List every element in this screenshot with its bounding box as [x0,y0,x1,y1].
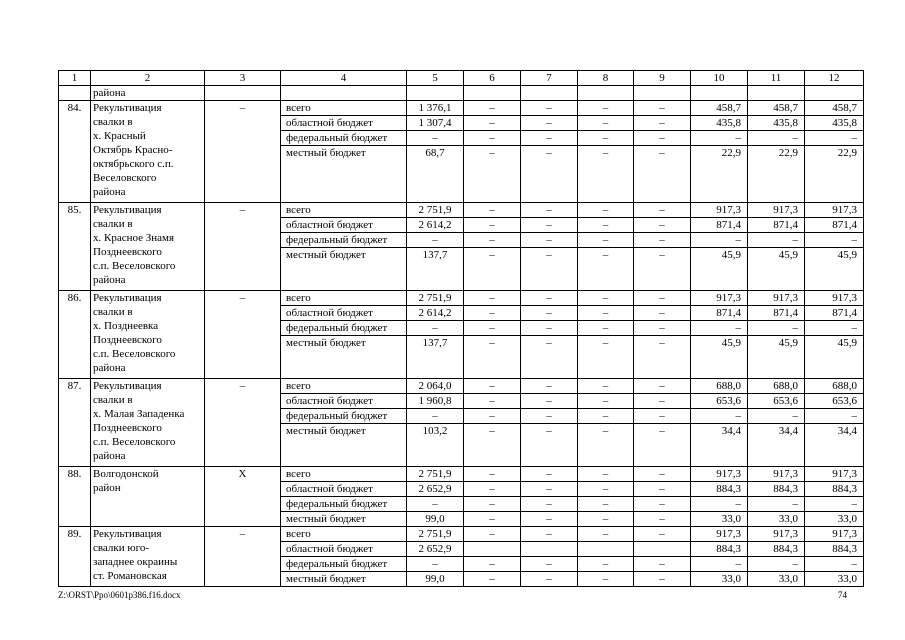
value-cell: – [634,306,691,321]
value-cell: 22,9 [805,146,864,203]
value-cell: 2 614,2 [407,306,464,321]
budget-source-label: федеральный бюджет [281,557,407,572]
col-header: 7 [521,71,578,86]
value-cell: – [464,527,521,542]
value-cell: 45,9 [805,336,864,379]
value-cell: 34,4 [691,424,748,467]
value-cell: – [578,557,634,572]
value-cell: 1 960,8 [407,394,464,409]
value-cell: – [578,527,634,542]
col-header: 10 [691,71,748,86]
entry-name [91,291,205,379]
value-cell: 653,6 [691,394,748,409]
entry-col3: – [205,101,281,203]
value-cell: 458,7 [691,101,748,116]
value-cell: – [464,233,521,248]
value-cell: 33,0 [691,572,748,587]
value-cell: 458,7 [748,101,805,116]
value-cell: – [634,218,691,233]
col-header: 3 [205,71,281,86]
value-cell: – [521,203,578,218]
value-cell: 45,9 [748,336,805,379]
value-cell: 884,3 [748,542,805,557]
value-cell: 435,8 [748,116,805,131]
value-cell: – [464,467,521,482]
value-cell: 33,0 [748,572,805,587]
budget-source-label: областной бюджет [281,218,407,233]
entry-name-line: ст. Романовская [93,570,167,582]
value-cell: – [634,527,691,542]
value-cell: – [407,321,464,336]
value-cell: – [464,291,521,306]
value-cell: 137,7 [407,336,464,379]
value-cell: – [578,512,634,527]
budget-source-label: местный бюджет [281,572,407,587]
value-cell: – [634,131,691,146]
value-cell: – [464,572,521,587]
budget-source-label: областной бюджет [281,542,407,557]
value-cell: – [521,218,578,233]
value-cell: – [464,218,521,233]
entry-name-line: с.п. Веселовского [93,348,176,360]
value-cell: 45,9 [748,248,805,291]
value-cell: 22,9 [748,146,805,203]
value-cell: – [748,233,805,248]
file-path-footer: Z:\ORST\Ppo\0601p386.f16.docx [58,590,181,600]
value-cell: 33,0 [748,512,805,527]
value-cell: 2 751,9 [407,291,464,306]
value-cell: – [578,146,634,203]
value-cell: 2 614,2 [407,218,464,233]
value-cell: 34,4 [748,424,805,467]
value-cell: 917,3 [748,291,805,306]
entry-col3: Х [205,467,281,527]
value-cell: 2 751,9 [407,203,464,218]
value-cell: 884,3 [805,482,864,497]
value-cell: – [521,379,578,394]
value-cell: 33,0 [805,512,864,527]
value-cell: – [691,233,748,248]
value-cell: 917,3 [748,203,805,218]
entry-name-line: Рекультивация [93,292,162,304]
value-cell: – [521,409,578,424]
value-cell: 871,4 [748,306,805,321]
col-header: 2 [91,71,205,86]
value-cell: – [634,497,691,512]
value-cell: – [634,572,691,587]
value-cell: 917,3 [805,527,864,542]
entry-name-line: с.п. Веселовского [93,260,176,272]
col-header: 11 [748,71,805,86]
entry-name-line: х. Красное Знамя [93,232,175,244]
value-cell: – [407,233,464,248]
entry-number: 84. [59,101,91,203]
table-row [59,101,864,116]
value-cell: 871,4 [691,306,748,321]
value-cell: 45,9 [805,248,864,291]
value-cell: – [521,306,578,321]
value-cell: – [407,131,464,146]
value-cell: – [634,409,691,424]
value-cell: 917,3 [748,527,805,542]
entry-name-line: х. Позднеевка [93,320,159,332]
value-cell: – [464,101,521,116]
budget-source-label: местный бюджет [281,146,407,203]
value-cell: – [578,101,634,116]
entry-col3: – [205,291,281,379]
value-cell: – [521,248,578,291]
entry-col3: – [205,527,281,587]
value-cell: – [578,203,634,218]
value-cell: – [691,131,748,146]
entry-name-line: свалки юго- [93,542,149,554]
value-cell: – [748,131,805,146]
budget-source-label: федеральный бюджет [281,409,407,424]
entry-name-line: свалки в [93,306,133,318]
value-cell: – [634,116,691,131]
budget-source-label: всего [281,527,407,542]
value-cell: – [521,116,578,131]
value-cell: – [464,512,521,527]
value-cell: – [521,291,578,306]
value-cell: 688,0 [691,379,748,394]
table-row [59,379,864,394]
value-cell: 884,3 [691,482,748,497]
value-cell: 1 376,1 [407,101,464,116]
value-cell: – [634,557,691,572]
value-cell: – [464,116,521,131]
page-number: 74 [838,590,847,600]
value-cell: – [748,497,805,512]
value-cell: 1 307,4 [407,116,464,131]
entry-name-line: района [93,186,126,198]
budget-source-label: местный бюджет [281,512,407,527]
value-cell: – [464,497,521,512]
entry-name-line: октябрьского с.п. [93,158,174,170]
value-cell: – [748,409,805,424]
entry-col3: – [205,379,281,467]
value-cell: – [634,424,691,467]
value-cell: 871,4 [805,306,864,321]
value-cell: – [805,131,864,146]
entry-name-line: Рекультивация [93,102,162,114]
value-cell: – [634,291,691,306]
value-cell: 917,3 [691,527,748,542]
value-cell: – [578,248,634,291]
value-cell: – [464,146,521,203]
entry-name [91,101,205,203]
value-cell: – [578,131,634,146]
value-cell: – [521,394,578,409]
value-cell: 68,7 [407,146,464,203]
value-cell: – [407,497,464,512]
value-cell: – [464,248,521,291]
entry-number: 85. [59,203,91,291]
value-cell: – [521,482,578,497]
value-cell: – [634,146,691,203]
value-cell: 917,3 [805,467,864,482]
entry-name-line: Волгодонской [93,468,159,480]
col-header: 6 [464,71,521,86]
column-number-row [59,71,864,86]
budget-source-label: областной бюджет [281,116,407,131]
value-cell: – [805,321,864,336]
value-cell: – [407,557,464,572]
entry-number: 89. [59,527,91,587]
value-cell: 917,3 [805,203,864,218]
value-cell: – [578,467,634,482]
value-cell: – [464,409,521,424]
entry-name-line: свалки в [93,218,133,230]
entry-name-line: западнее окраины [93,556,178,568]
value-cell [521,542,578,557]
entry-name-line: района [93,450,126,462]
table-row [59,467,864,482]
col-header: 9 [634,71,691,86]
value-cell: – [634,394,691,409]
value-cell: – [578,233,634,248]
value-cell: – [634,101,691,116]
value-cell: – [464,379,521,394]
value-cell: – [578,394,634,409]
entry-name-line: с.п. Веселовского [93,436,176,448]
value-cell: – [578,116,634,131]
value-cell: – [464,306,521,321]
budget-source-label: всего [281,101,407,116]
value-cell: – [578,321,634,336]
budget-source-label: областной бюджет [281,306,407,321]
value-cell: – [578,409,634,424]
budget-source-label: областной бюджет [281,394,407,409]
value-cell: 34,4 [805,424,864,467]
entry-name-line: Позднеевского [93,246,162,258]
value-cell: – [464,336,521,379]
entry-name-line: район [93,482,121,494]
entry-name-line: района [93,362,126,374]
entry-name-line: Октябрь Красно- [93,144,173,156]
entry-name-line: Веселовского [93,172,157,184]
value-cell: – [634,321,691,336]
entry-name-line: Позднеевского [93,422,162,434]
budget-source-label: местный бюджет [281,424,407,467]
value-cell: – [691,321,748,336]
value-cell: – [521,557,578,572]
value-cell: – [634,467,691,482]
budget-source-label: федеральный бюджет [281,233,407,248]
entry-name-line: Рекультивация [93,380,162,392]
value-cell: 99,0 [407,512,464,527]
value-cell: – [578,291,634,306]
entry-name-line: х. Малая Западенка [93,408,185,420]
value-cell: – [521,131,578,146]
budget-source-label: федеральный бюджет [281,131,407,146]
value-cell: 653,6 [805,394,864,409]
col-header: 4 [281,71,407,86]
value-cell: – [521,467,578,482]
value-cell: – [407,409,464,424]
entry-name [91,203,205,291]
value-cell: – [634,203,691,218]
value-cell: 99,0 [407,572,464,587]
value-cell: 2 652,9 [407,542,464,557]
entry-name-line: Позднеевского [93,334,162,346]
value-cell: – [464,131,521,146]
value-cell [578,542,634,557]
value-cell: – [521,101,578,116]
value-cell: 103,2 [407,424,464,467]
value-cell: – [464,321,521,336]
value-cell: 688,0 [805,379,864,394]
value-cell: 2 652,9 [407,482,464,497]
entry-name [91,467,205,527]
value-cell: 917,3 [805,291,864,306]
value-cell: – [634,482,691,497]
budget-source-label: федеральный бюджет [281,497,407,512]
entry-name-line: Рекультивация [93,528,162,540]
entry-number: 86. [59,291,91,379]
col-header: 1 [59,71,91,86]
value-cell [634,542,691,557]
budget-source-label: всего [281,291,407,306]
value-cell: – [578,572,634,587]
value-cell: – [521,572,578,587]
value-cell: – [691,557,748,572]
budget-source-label: всего [281,203,407,218]
value-cell: – [691,497,748,512]
table-row [59,291,864,306]
value-cell: 917,3 [748,467,805,482]
value-cell: – [805,233,864,248]
value-cell: 33,0 [805,572,864,587]
value-cell: – [464,482,521,497]
entry-name-line: района [93,274,126,286]
budget-source-label: федеральный бюджет [281,321,407,336]
value-cell: – [748,321,805,336]
value-cell: 884,3 [805,542,864,557]
value-cell: – [805,557,864,572]
value-cell: – [521,527,578,542]
value-cell: 458,7 [805,101,864,116]
value-cell: – [521,233,578,248]
value-cell: – [805,409,864,424]
value-cell: – [578,336,634,379]
table-row [59,203,864,218]
value-cell: – [691,409,748,424]
budget-source-label: местный бюджет [281,336,407,379]
value-cell: 871,4 [748,218,805,233]
value-cell: – [578,218,634,233]
value-cell: 2 751,9 [407,527,464,542]
value-cell: 917,3 [691,291,748,306]
value-cell: – [521,512,578,527]
budget-table [58,70,864,587]
entry-col3: – [205,203,281,291]
value-cell: 917,3 [691,467,748,482]
value-cell: 884,3 [691,542,748,557]
value-cell: 653,6 [748,394,805,409]
entry-name [91,527,205,587]
value-cell: 2 751,9 [407,467,464,482]
continued-row [59,86,864,101]
value-cell: – [634,336,691,379]
value-cell: 435,8 [691,116,748,131]
value-cell: – [464,394,521,409]
value-cell: – [578,379,634,394]
value-cell: – [748,557,805,572]
value-cell: 22,9 [691,146,748,203]
value-cell: – [578,424,634,467]
table-body [59,71,864,587]
col-header: 12 [805,71,864,86]
budget-source-label: всего [281,379,407,394]
budget-source-label: местный бюджет [281,248,407,291]
value-cell: – [464,424,521,467]
value-cell: 917,3 [691,203,748,218]
value-cell: – [578,306,634,321]
value-cell: – [521,146,578,203]
value-cell: – [634,233,691,248]
entry-name [91,379,205,467]
value-cell: – [521,336,578,379]
value-cell: 688,0 [748,379,805,394]
value-cell: – [521,497,578,512]
value-cell: – [521,424,578,467]
value-cell: – [805,497,864,512]
value-cell: – [464,203,521,218]
value-cell: 884,3 [748,482,805,497]
value-cell: – [578,497,634,512]
value-cell: 871,4 [805,218,864,233]
value-cell [464,542,521,557]
value-cell: – [464,557,521,572]
value-cell: – [578,482,634,497]
value-cell: 137,7 [407,248,464,291]
value-cell: – [634,512,691,527]
entry-name-line: свалки в [93,394,133,406]
value-cell: 33,0 [691,512,748,527]
continued-name: района [91,86,205,101]
value-cell: 435,8 [805,116,864,131]
value-cell: 871,4 [691,218,748,233]
entry-number: 88. [59,467,91,527]
table-row [59,527,864,542]
col-header: 5 [407,71,464,86]
budget-source-label: областной бюджет [281,482,407,497]
entry-name-line: Рекультивация [93,204,162,216]
entry-name-line: свалки в [93,116,133,128]
entry-name-line: х. Красный [93,130,146,142]
value-cell: 45,9 [691,336,748,379]
value-cell: – [634,248,691,291]
value-cell: – [521,321,578,336]
entry-number: 87. [59,379,91,467]
value-cell: 45,9 [691,248,748,291]
budget-source-label: всего [281,467,407,482]
col-header: 8 [578,71,634,86]
value-cell: – [634,379,691,394]
value-cell: 2 064,0 [407,379,464,394]
